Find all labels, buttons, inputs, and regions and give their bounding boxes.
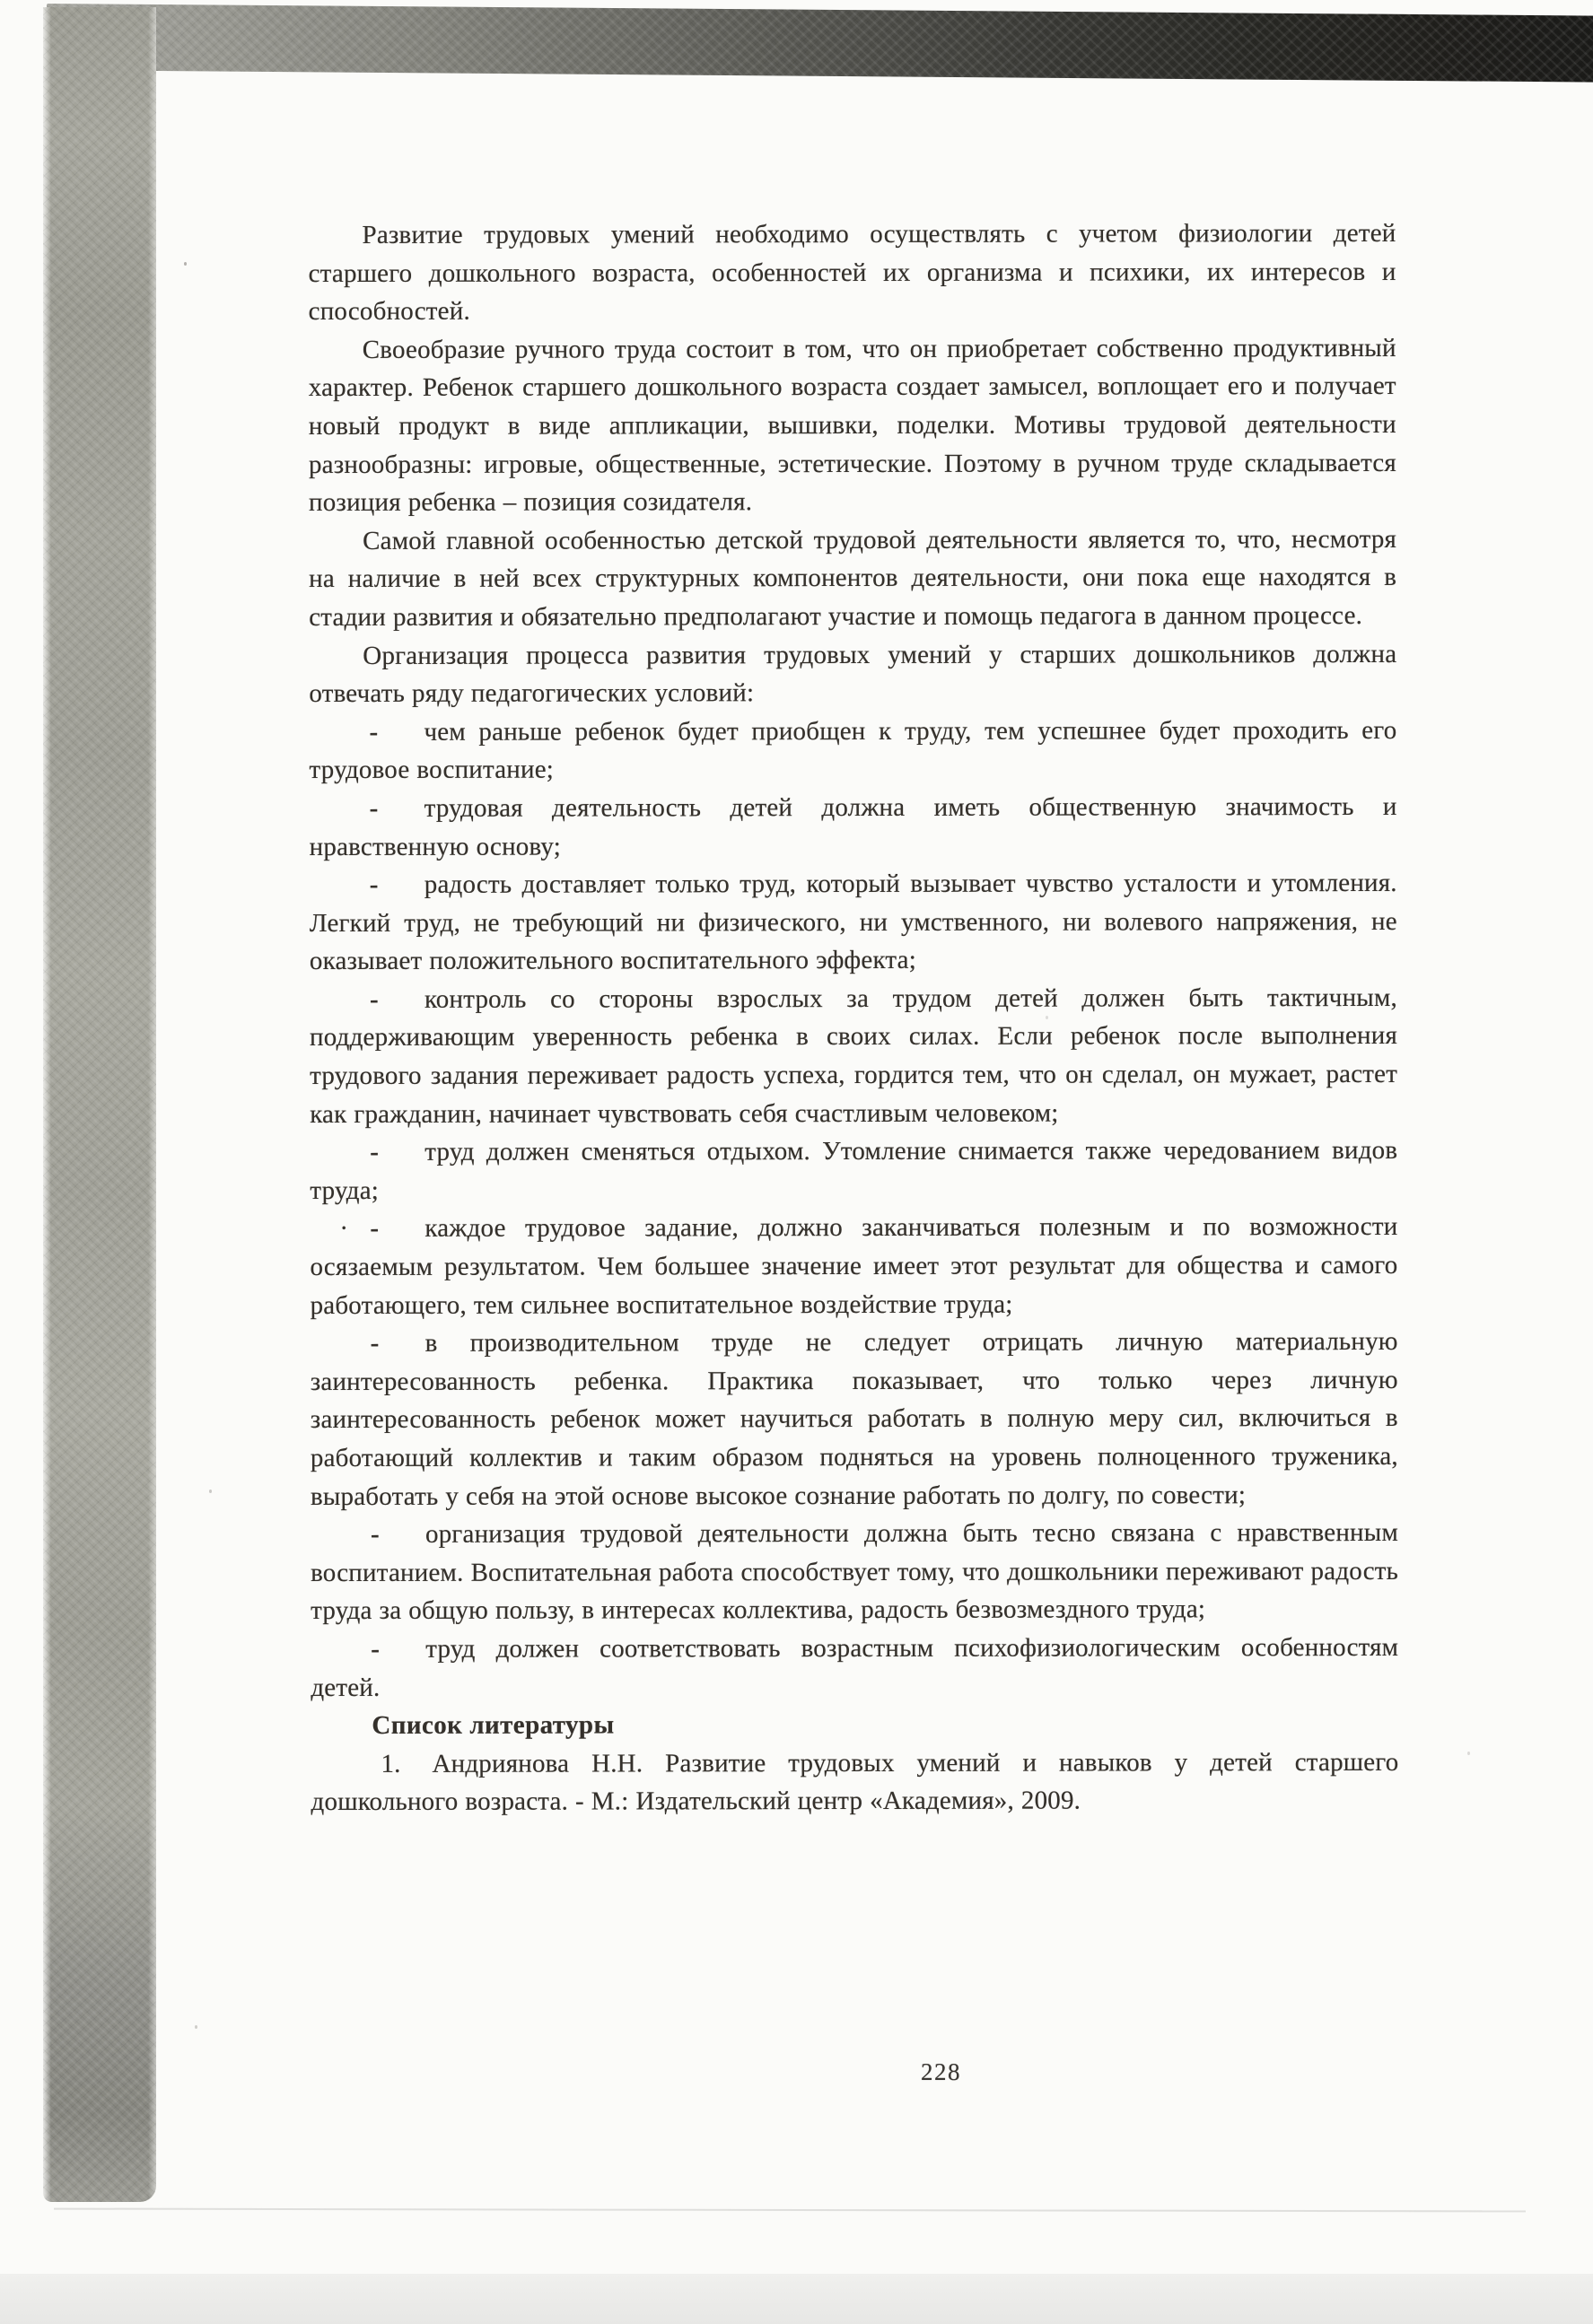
list-item	[310, 1208, 1397, 1324]
list-item	[310, 979, 1397, 1133]
list-item-text: труд должен сменяться отдыхом. Утомление снимается также чередованием видов труда;	[310, 1136, 1398, 1205]
scan-left-band	[43, 7, 156, 2202]
scan-top-band	[46, 4, 1593, 83]
dash-bullet: -	[370, 1214, 380, 1244]
scan-dot-artifact: ·	[339, 1214, 349, 1244]
page-text-block	[308, 214, 1398, 1822]
list-item-text: трудовая деятельность детей должна иметь общественную значимость и нравственную основу;	[309, 791, 1397, 861]
dash-bullet: -	[370, 1329, 380, 1359]
dash-bullet: -	[370, 1520, 380, 1550]
list-item	[309, 712, 1396, 790]
list-item	[311, 1514, 1398, 1630]
bibliography-item-text: Андриянова Н.Н. Развитие трудовых умений и навыков у детей старшего дошкольного возраста. - М.: Издательский центр «Академия», 2009.	[311, 1747, 1399, 1817]
body-paragraph: Самой главной особенностью детской трудовой деятельности является то, что, несмотря на наличие в ней всех структурных компонентов деятельности, они пока еще находятся в стадии развития и обязательно предполагают участие и помощь педагога в данном процессе.	[309, 524, 1397, 632]
list-item	[310, 864, 1397, 981]
bibliography-item-number: 1.	[381, 1749, 401, 1778]
list-item	[310, 788, 1397, 866]
list-item-text: каждое трудовое задание, должно заканчиваться полезным и по возможности осязаемым результатом. Чем большее значение имеет этот результат для общества и самого работающего, тем сильнее воспитательное воздействие труда;	[310, 1212, 1398, 1320]
body-paragraph: Своеобразие ручного труда состоит в том, что он приобретает собственно продуктивный характер. Ребенок старшего дошкольного возраста создает замысел, воплощает его и получает новый продукт в виде аппликации, вышивки, поделки. Мотивы трудовой деятельности разнообразны: игровые, общественные, эстетические. Поэтому в ручном труде складывается позиция ребенка – позиция созидателя.	[308, 333, 1396, 518]
bibliography-heading: Список литературы	[372, 1710, 615, 1741]
scan-bottom-edge	[0, 2274, 1593, 2324]
list-item-text: труд должен соответствовать возрастным психофизиологическим особенностям детей.	[311, 1632, 1399, 1702]
dash-bullet: -	[369, 984, 379, 1014]
list-item-text: чем раньше ребенок будет приобщен к труду, тем успешнее будет проходить его трудовое воспитание;	[309, 715, 1397, 785]
dash-bullet: -	[369, 793, 379, 823]
list-item-text: контроль со стороны взрослых за трудом детей должен быть тактичным, поддерживающим уверенность ребенка в своих силах. Если ребенок после выполнения трудового задания переживает радость успеха, гордится тем, что он сделал, он мужает, растет как гражданин, начинает чувствовать себя счастливым человеком;	[310, 983, 1398, 1129]
list-item-text: радость доставляет только труд, который вызывает чувство усталости и утомления. Легкий труд, не требующий ни физического, ни умственного, ни волевого напряжения, не оказывает положительного воспитательного эффекта;	[309, 869, 1397, 976]
page-number: 228	[921, 2058, 961, 2085]
list-item	[311, 1323, 1398, 1516]
body-paragraph: Развитие трудовых умений необходимо осуществлять с учетом физиологии детей старшего дошкольного возраста, особенностей их организма и психики, их интересов и способностей.	[308, 218, 1396, 327]
list-item-text: в производительном труде не следует отрицать личную материальную заинтересованность ребенка. Практика показывает, что только через личную заинтересованность ребенок может научиться работать в полную меру сил, включиться в работающий коллектив и таким образом подняться на уровень полноценного труженика, выработать у себя на этой основе высокое сознание работать по долгу, по совести;	[310, 1327, 1398, 1511]
dash-bullet: -	[371, 1634, 381, 1664]
body-paragraph: Организация процесса развития трудовых умений у старших дошкольников должна отвечать ряду педагогических условий:	[309, 639, 1397, 709]
scan-fold-line	[54, 2208, 1526, 2213]
dash-bullet: -	[369, 717, 379, 747]
list-item	[311, 1629, 1398, 1707]
dash-bullet: -	[369, 870, 379, 900]
scan-speck	[184, 262, 187, 266]
list-item	[310, 1131, 1397, 1210]
dash-bullet: -	[370, 1138, 380, 1167]
list-item-text: организация трудовой деятельности должна быть тесно связана с нравственным воспитанием. Воспитательная работа способствует тому, что дошкольники переживают радость труда за общую пользу, в интересах коллектива, радость безвозмездного труда;	[311, 1518, 1399, 1626]
bibliography-item	[311, 1743, 1398, 1822]
